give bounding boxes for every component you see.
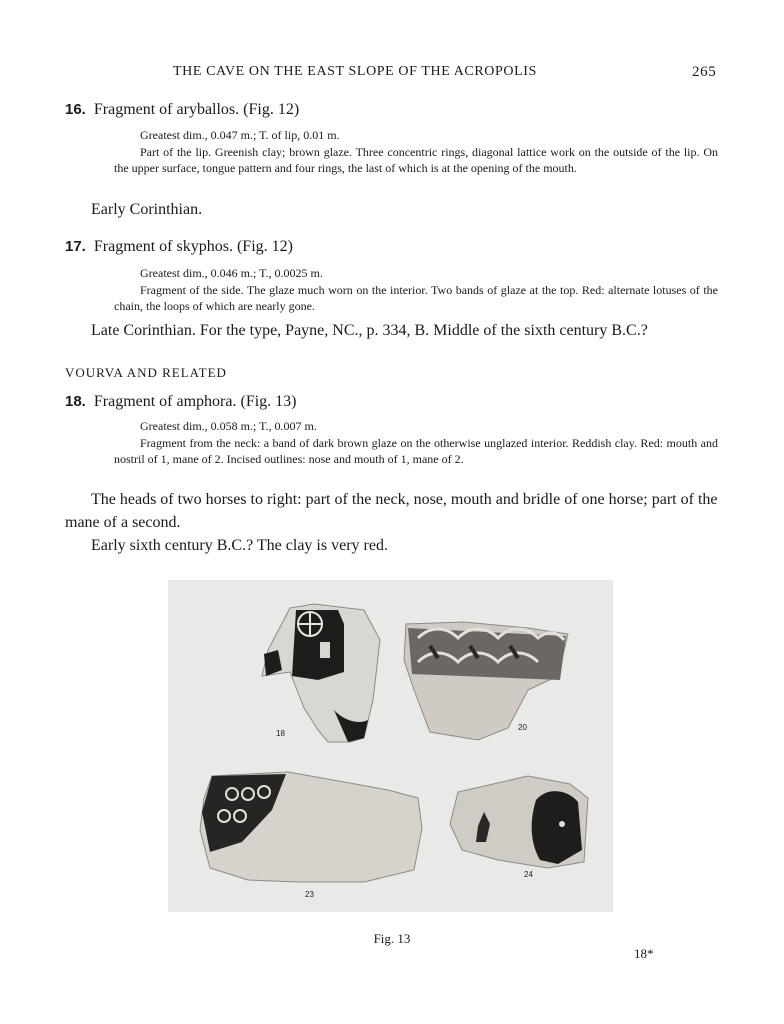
entry-18-heading: [65, 393, 296, 411]
fragment-18: [262, 604, 380, 742]
entry-number: 17.: [65, 238, 86, 255]
entry-17-body: [65, 319, 718, 342]
entry-attribution: Late Corinthian. For the type, Payne, NC., p. 334, B. Middle of the sixth century B.C.?: [91, 322, 648, 339]
fragment-label-20: 20: [518, 723, 527, 732]
section-heading: VOURVA AND RELATED: [65, 365, 227, 380]
page-number: 265: [692, 64, 717, 80]
figure-photograph: [168, 580, 613, 912]
entry-description: Fragment from the neck: a band of dark brown glaze on the otherwise unglazed interior. Reddish clay. Red: mouth and nostril of 1, mane of 2. Incised outlines: nose and mouth of 1, mane of 2.: [114, 435, 718, 466]
entry-description: Fragment of the side. The glaze much worn on the interior. Two bands of glaze at the top. Red: alternate lotuses of the chain, the loops of which are nearly gone.: [114, 282, 718, 313]
entry-16-details: [114, 127, 718, 177]
entry-number: 16.: [65, 101, 86, 118]
entry-16-body: [65, 198, 718, 221]
entry-paragraph: Early sixth century B.C.? The clay is very red.: [91, 537, 388, 554]
entry-16-heading: [65, 101, 299, 119]
fragment-label-24: 24: [524, 870, 533, 879]
entry-attribution: Early Corinthian.: [91, 201, 203, 218]
fragments-photo: [168, 580, 613, 912]
fragment-20: [404, 622, 568, 740]
entry-18-details: [114, 418, 718, 468]
fragment-24: [450, 776, 588, 868]
figure-caption: Fig. 13: [373, 931, 411, 946]
entry-dimensions: Greatest dim., 0.047 m.; T. of lip, 0.01 m.: [140, 128, 340, 142]
entry-title: Fragment of amphora. (Fig. 13): [93, 393, 297, 410]
entry-description: Part of the lip. Greenish clay; brown glaze. Three concentric rings, diagonal lattice work on the outside of the lip. On the upper surface, tongue pattern and four rings, the last of which is at the opening of the mouth.: [114, 144, 718, 175]
entry-17-heading: [65, 238, 293, 256]
fragment-label-23: 23: [305, 890, 314, 899]
fragment-23: [200, 772, 422, 882]
running-title: THE CAVE ON THE EAST SLOPE OF THE ACROPOLIS: [173, 64, 537, 79]
entry-paragraph: The heads of two horses to right: part of the neck, nose, mouth and bridle of one horse; part of the mane of a second.: [65, 491, 718, 531]
entry-dimensions: Greatest dim., 0.058 m.; T., 0.007 m.: [140, 419, 317, 433]
fragment-label-18: 18: [276, 729, 285, 738]
entry-title: Fragment of skyphos. (Fig. 12): [93, 238, 293, 255]
entry-18-body: [65, 488, 718, 557]
entry-number: 18.: [65, 393, 86, 410]
entry-title: Fragment of aryballos. (Fig. 12): [93, 101, 300, 118]
signature-mark: 18*: [634, 946, 654, 961]
entry-dimensions: Greatest dim., 0.046 m.; T., 0.0025 m.: [140, 266, 323, 280]
entry-17-details: [114, 265, 718, 315]
